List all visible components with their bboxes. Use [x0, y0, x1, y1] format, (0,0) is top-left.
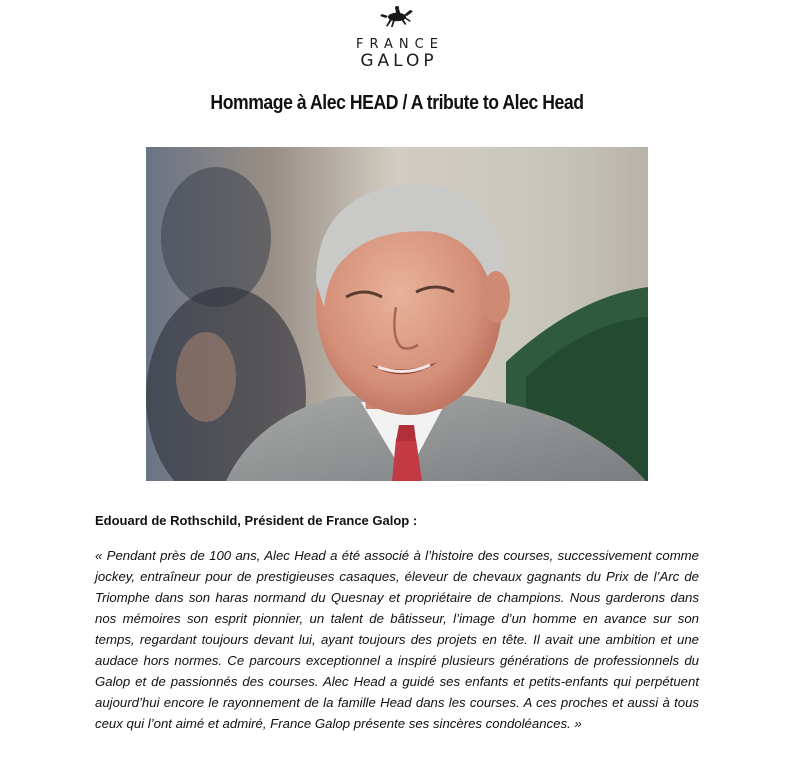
page-title: Hommage à Alec HEAD / A tribute to Alec Head	[210, 92, 584, 114]
logo-wordmark-galop: GALOP	[360, 51, 438, 71]
horse-and-jockey-icon	[377, 4, 417, 30]
portrait-photo	[146, 147, 648, 481]
france-galop-logo	[0, 4, 794, 71]
logo-wordmark-france: FRANCE	[356, 37, 444, 52]
quote-author: Edouard de Rothschild, Président de France Galop :	[95, 513, 418, 528]
tribute-quote: « Pendant près de 100 ans, Alec Head a été associé à l’histoire des courses, successivement comme jockey, entraîneur pour de prestigieuses casaques, éleveur de chevaux gagnants du Prix de l’Arc de Triomphe dans son haras normand du Quesnay et propriétaire de champions. Nous garderons dans nos mémoires son esprit pionnier, un talent de bâtisseur, l’image d’un homme en avance sur son temps, regardant toujours devant lui, ayant toujours des projets en tête. Il avait une ambition et une audace hors normes. Ce parcours exceptionnel a inspiré plusieurs générations de professionnels du Galop et de passionnés des courses. Alec Head a guidé ses enfants et petits-enfants qui perpétuent aujourd’hui encore le rayonnement de la famille Head dans les courses. A ces proches et aussi à tous ceux qui l’ont aimé et admiré, France Galop présente ses sincères condoléances. »	[95, 548, 699, 731]
